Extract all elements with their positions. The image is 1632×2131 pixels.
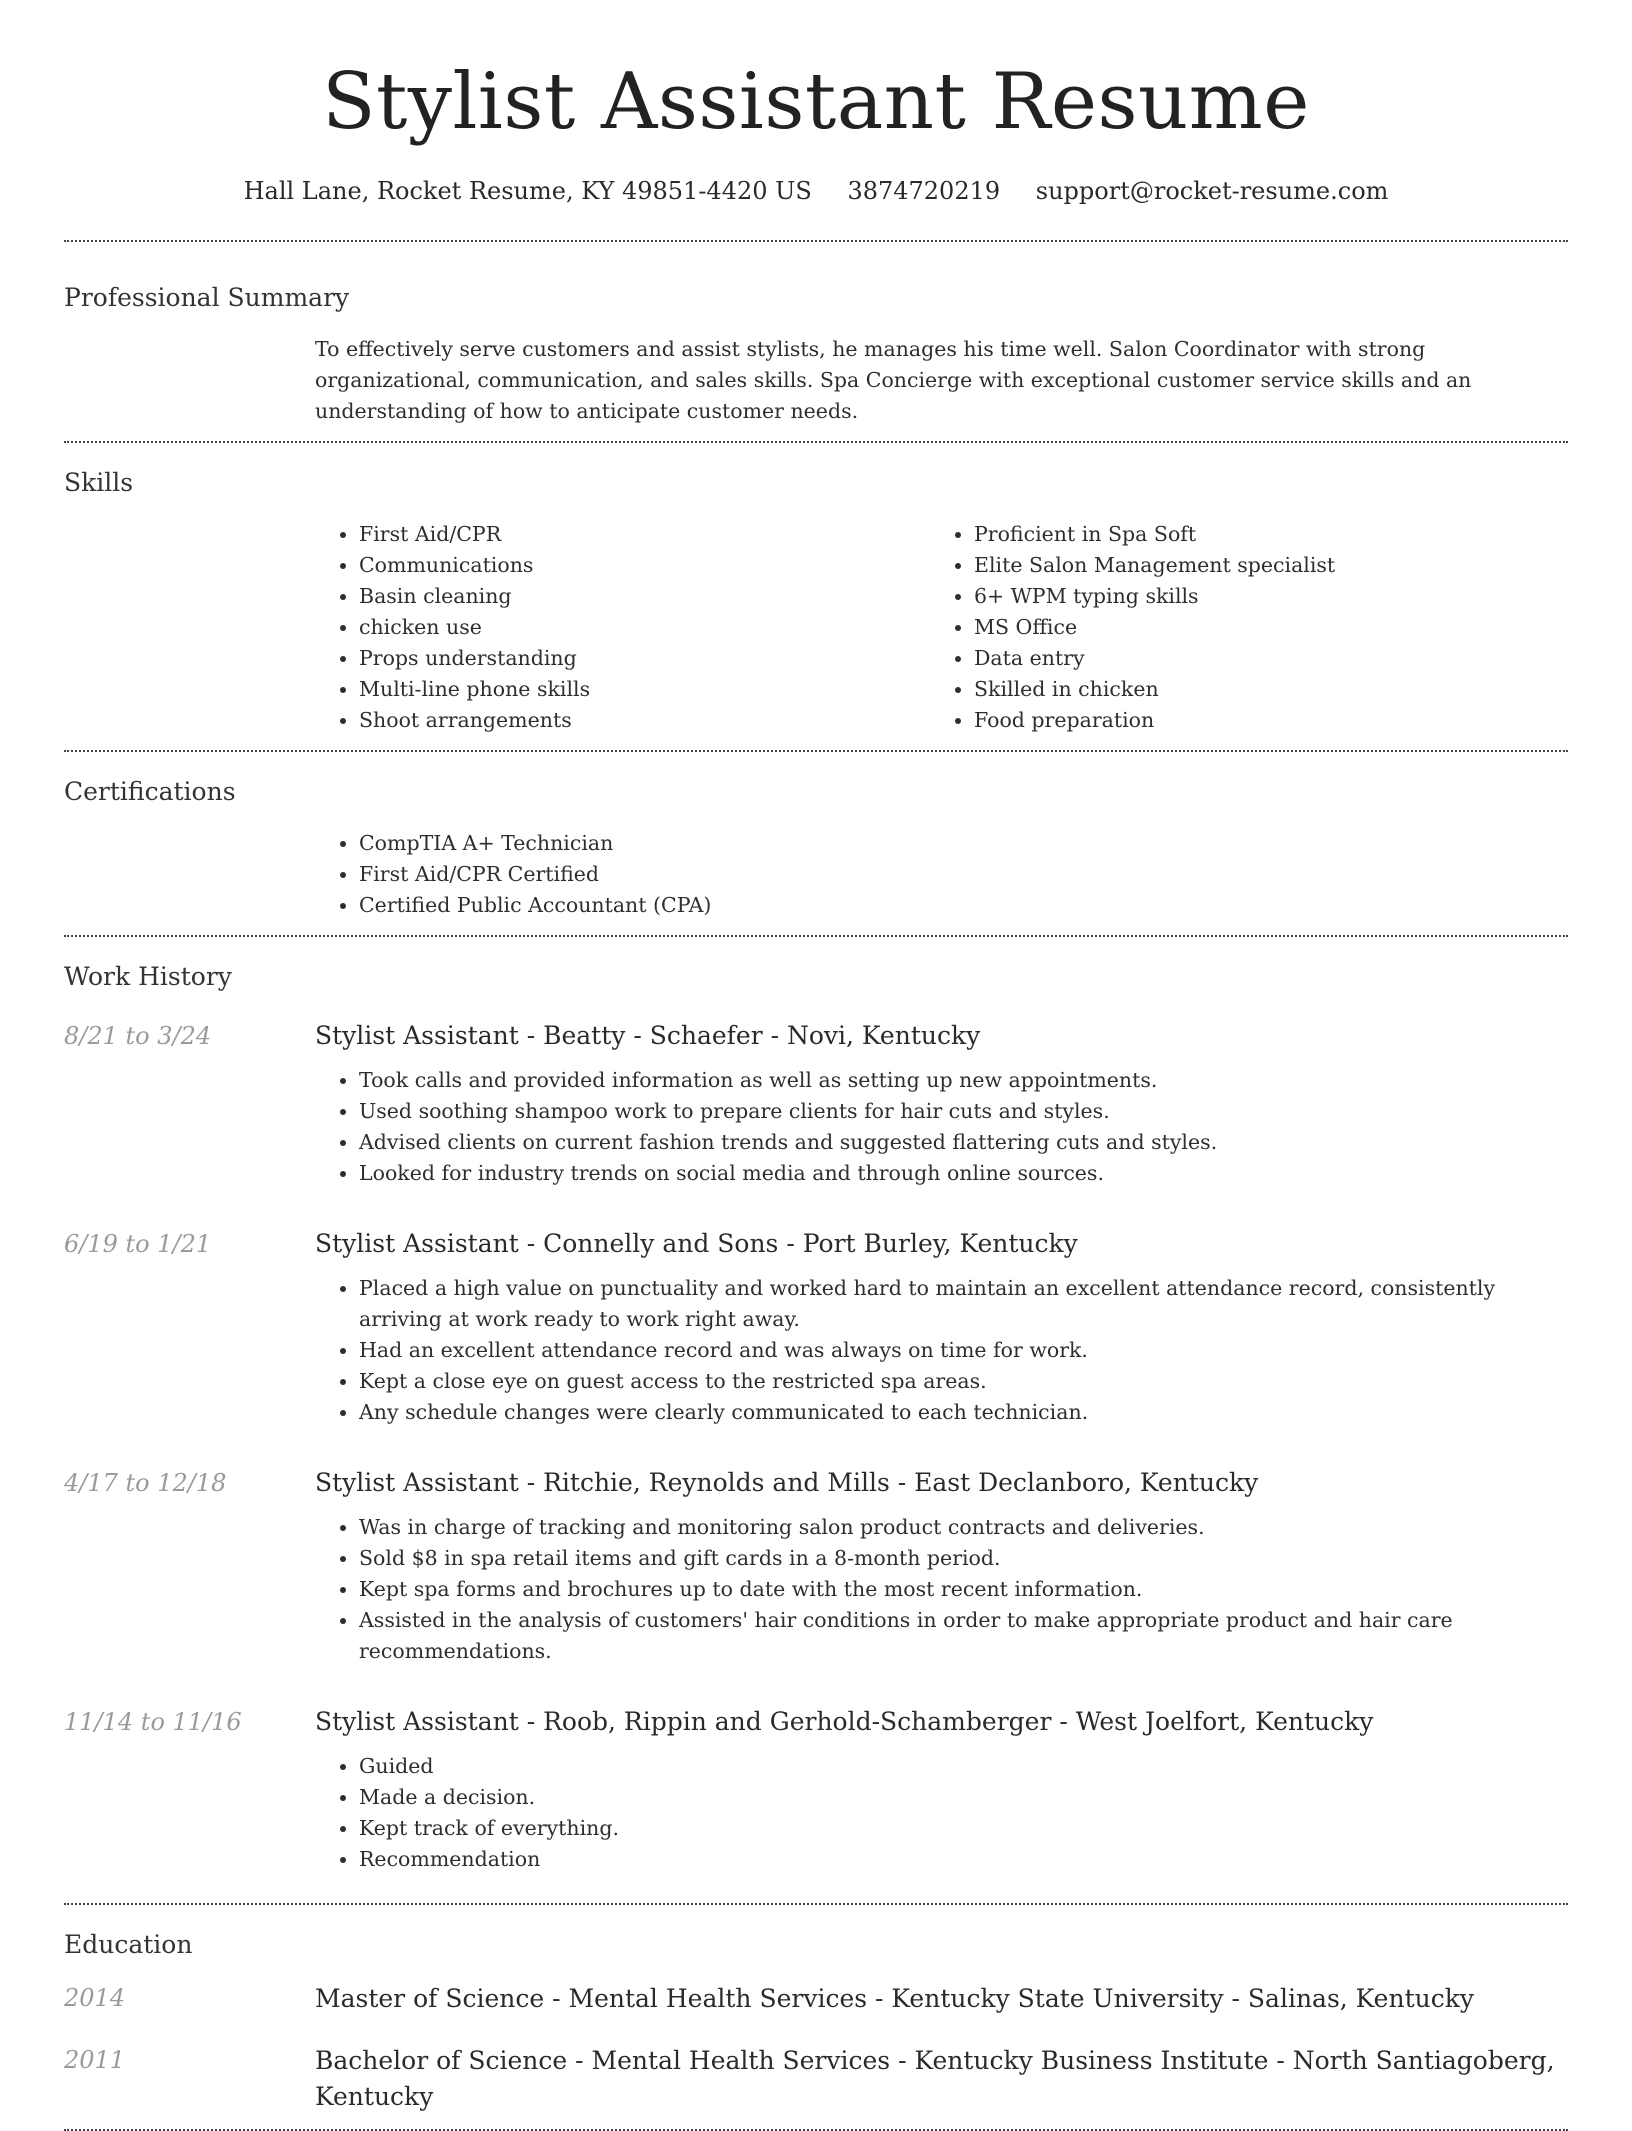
skills-list-left [315, 519, 930, 736]
resume-title: Stylist Assistant Resume [322, 57, 1310, 147]
certification-item: • Certified Public Accountant (CPA) [359, 890, 1568, 921]
education-year: 2011 [64, 2046, 126, 2074]
job-body [315, 1705, 1568, 1889]
job-bullet: • Kept track of everything. [359, 1813, 1568, 1844]
job-title: Stylist Assistant - Beatty - Schaefer - Novi, Kentucky [315, 1021, 981, 1050]
job-bullet: • Placed a high value on punctuality and worked hard to maintain an excellent attendance record, consistently arriving at work ready to work right away. [359, 1273, 1568, 1335]
work-history-heading: Work History [64, 962, 232, 991]
certifications-list [315, 828, 1568, 921]
job-bullet: • Sold $8 in spa retail items and gift cards in a 8-month period. [359, 1543, 1568, 1574]
job-bullet: • Any schedule changes were clearly communicated to each technician. [359, 1397, 1568, 1428]
resume-page [64, 0, 1568, 2131]
certifications-section [64, 752, 1568, 935]
contact-email: support@rocket-resume.com [1035, 177, 1389, 205]
skill-item: • Data entry [974, 643, 1545, 674]
certifications-list-wrap [315, 828, 1568, 921]
skill-item: • 6+ WPM typing skills [974, 581, 1545, 612]
education-degree: Master of Science - Mental Health Services - Kentucky State University - Salinas, Kentucky [315, 1984, 1474, 2013]
summary-heading: Professional Summary [64, 283, 350, 312]
job-body [315, 1466, 1568, 1681]
job-bullet: • Kept a close eye on guest access to the restricted spa areas. [359, 1366, 1568, 1397]
skill-item: • Communications [359, 550, 930, 581]
education-section [64, 1905, 1568, 2129]
skill-item: • Food preparation [974, 705, 1545, 736]
certification-item: • First Aid/CPR Certified [359, 859, 1568, 890]
job-bullet: • Guided [359, 1751, 1568, 1782]
certifications-heading: Certifications [64, 777, 236, 806]
contact-address: Hall Lane, Rocket Resume, KY 49851-4420 US [243, 177, 812, 205]
skill-item: • Props understanding [359, 643, 930, 674]
skills-column-left [315, 519, 930, 736]
job-bullets [315, 1751, 1568, 1875]
skill-item: • chicken use [359, 612, 930, 643]
summary-text: To effectively serve customers and assist stylists, he manages his time well. Salon Coordinator with strong organizational, communication, and sales skills. Spa Concierge with exceptional customer service skills and an understanding of how to anticipate customer needs. [315, 337, 1472, 423]
skills-grid [315, 519, 1568, 736]
job-dates: 6/19 to 1/21 [64, 1230, 212, 1258]
job-bullet: • Made a decision. [359, 1782, 1568, 1813]
job-bullet: • Used soothing shampoo work to prepare clients for hair cuts and styles. [359, 1096, 1568, 1127]
job-entry [64, 1227, 1568, 1442]
skill-item: • Proficient in Spa Soft [974, 519, 1545, 550]
summary-section [64, 242, 1568, 441]
skill-item: • First Aid/CPR [359, 519, 930, 550]
job-bullet: • Recommendation [359, 1844, 1568, 1875]
job-dates: 8/21 to 3/24 [64, 1022, 212, 1050]
skills-column-right [930, 519, 1545, 736]
skill-item: • Basin cleaning [359, 581, 930, 612]
skills-section [64, 443, 1568, 750]
job-bullet: • Took calls and provided information as well as setting up new appointments. [359, 1065, 1568, 1096]
job-entry [64, 1466, 1568, 1681]
skill-item: • Shoot arrangements [359, 705, 930, 736]
job-bullet: • Had an excellent attendance record and was always on time for work. [359, 1335, 1568, 1366]
education-heading: Education [64, 1930, 193, 1959]
job-title: Stylist Assistant - Connelly and Sons - Port Burley, Kentucky [315, 1229, 1078, 1258]
job-bullet: • Looked for industry trends on social media and through online sources. [359, 1158, 1568, 1189]
job-entry [64, 1019, 1568, 1203]
certification-item: • CompTIA A+ Technician [359, 828, 1568, 859]
skill-item: • Skilled in chicken [974, 674, 1545, 705]
job-dates: 11/14 to 11/16 [64, 1708, 242, 1736]
contact-phone: 3874720219 [847, 177, 1001, 205]
skill-item: • Multi-line phone skills [359, 674, 930, 705]
skills-heading: Skills [64, 468, 134, 497]
job-body [315, 1019, 1568, 1203]
work-history-section [64, 937, 1568, 1903]
education-year: 2014 [64, 1984, 126, 2012]
job-bullet: • Advised clients on current fashion trends and suggested flattering cuts and styles. [359, 1127, 1568, 1158]
job-body [315, 1227, 1568, 1442]
job-bullet: • Was in charge of tracking and monitoring salon product contracts and deliveries. [359, 1512, 1568, 1543]
education-entry [64, 1981, 1568, 2017]
job-bullet: • Kept spa forms and brochures up to date with the most recent information. [359, 1574, 1568, 1605]
education-entry [64, 2043, 1568, 2115]
skill-item: • Elite Salon Management specialist [974, 550, 1545, 581]
job-bullets [315, 1512, 1568, 1667]
job-bullets [315, 1273, 1568, 1428]
skills-list-right [930, 519, 1545, 736]
job-dates: 4/17 to 12/18 [64, 1469, 227, 1497]
job-bullets [315, 1065, 1568, 1189]
job-bullet: • Assisted in the analysis of customers' hair conditions in order to make appropriate product and hair care recommendations. [359, 1605, 1568, 1667]
skill-item: • MS Office [974, 612, 1545, 643]
job-title: Stylist Assistant - Ritchie, Reynolds and Mills - East Declanboro, Kentucky [315, 1468, 1259, 1497]
job-title: Stylist Assistant - Roob, Rippin and Gerhold-Schamberger - West Joelfort, Kentucky [315, 1707, 1374, 1736]
contact-info [64, 176, 1568, 206]
job-entry [64, 1705, 1568, 1889]
education-degree: Bachelor of Science - Mental Health Services - Kentucky Business Institute - North Santiagoberg, Kentucky [315, 2046, 1555, 2111]
